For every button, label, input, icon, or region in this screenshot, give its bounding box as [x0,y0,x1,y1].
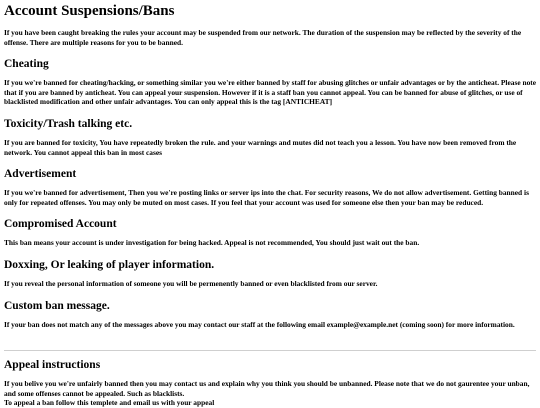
appeal-body [4,379,536,408]
section-body: If you are banned for toxicity, You have repeatedly broken the rule. and your warnings and mutes did not teach you a lesson. You have now been removed from the network. You cannot appeal this ban in most cases [4,137,517,157]
section-doxxing [4,259,536,289]
section-heading: Advertisement [4,168,77,181]
section-body: If you we're banned for cheating/hacking, or something similar you we're either banned by staff for abusing glitches or unfair advantages or by the anticheat. Please note that if you are banned by anticheat. You can appeal your suspension. However if it is a staff ban you cannot appeal. You can be banned for abuse of glitches, or use of blacklisted modification and other unfair advantages. You can only appeal this is the tag [ANTICHEAT] [4,78,537,107]
section-heading: Toxicity/Trash talking etc. [4,117,133,130]
section-body: If you reveal the personal information of someone you will be permenently banned or even blacklisted from our server. [4,278,378,288]
section-custom-ban-message [4,300,536,330]
appeal-heading: Appeal instructions [4,359,101,372]
page-title: Account Suspensions/Bans [4,3,175,19]
section-heading: Cheating [4,58,49,71]
divider [4,350,536,351]
section-compromised-account [4,218,536,248]
section-body: This ban means your account is under investigation for being hacked. Appeal is not recommended, You should just wait out the ban. [4,238,420,248]
section-toxicity [4,118,536,157]
section-advertisement [4,168,536,207]
section-heading: Custom ban message. [4,299,110,312]
intro-text: If you have been caught breaking the rules your account may be suspended from our network. The duration of the suspension may be reflected by the severity of the offense. There are multiple reasons for you to be banned. [4,28,522,47]
section-body: If your ban does not match any of the messages above you may contact our staff at the following email example@example.net (coming soon) for more information. [4,319,515,329]
section-heading: Doxxing, Or leaking of player information. [4,258,215,271]
appeal-template-line: To appeal a ban follow this templete and email us with your appeal [4,398,215,408]
appeal-body-text: If you belive you we're unfairly banned then you may contact us and explain why you think you should be unbanned. Please note that we do not gaurentee your unban, and some offenses cannot be appealed. Such as blacklists. [4,379,530,398]
section-body: If you we're banned for advertisement, Then you we're posting links or server ips into the chat. For security reasons, We do not allow advertisement. Getting banned is only for repeated offenses. You may only be muted on most cases. If you feel that your account was used for someone else then your ban may be reduced. [4,188,529,207]
section-appeal-instructions [4,359,536,408]
section-cheating [4,58,536,107]
section-heading: Compromised Account [4,218,117,231]
page-content [0,3,540,408]
